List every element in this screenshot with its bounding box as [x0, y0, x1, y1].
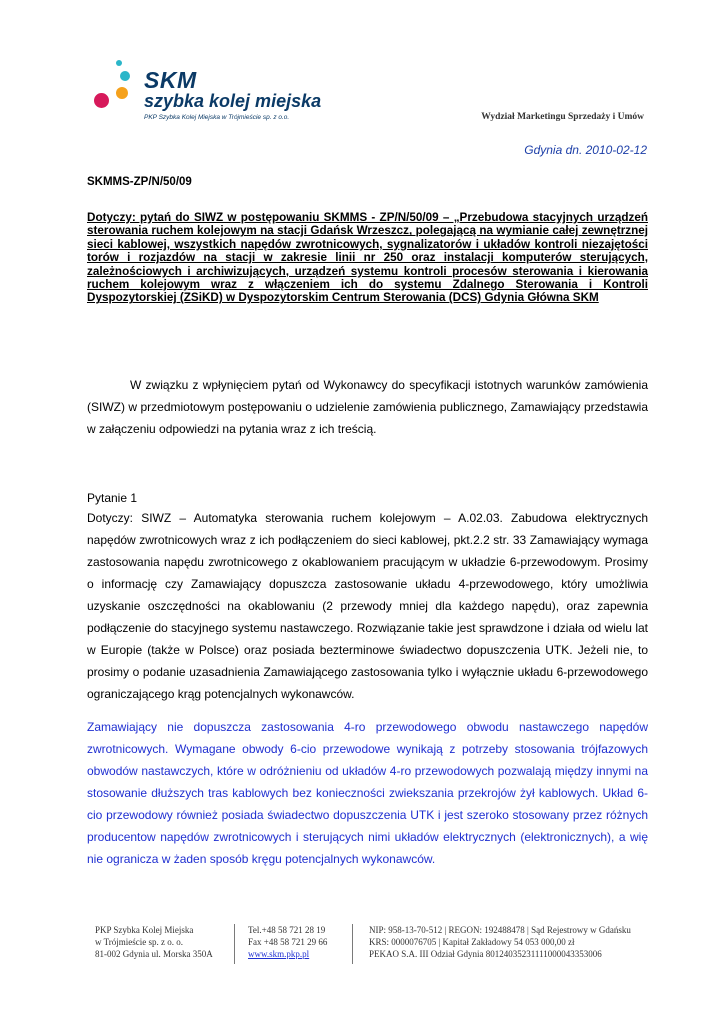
footer-registry-line: KRS: 0000076705 | Kapitał Zakładowy 54 053 000,00 zł: [369, 937, 575, 947]
page-footer: [0, 924, 724, 974]
question-body: Dotyczy: SIWZ – Automatyka sterowania ruchem kolejowym – A.02.03. Zabudowa elektrycznych napędów zwrotnicowych wraz z ich podłączeniem do sieci kablowej, pkt.2.2 str. 33 Zamawiający wymaga zastosowania napędu zwrotnicowego z okablowaniem pracującym w układzie 6-przewodowym. Prosimy o informację czy Zamawiający dopuszcza zastosowanie układu 4-przewodowego, który umożliwia uzyskanie oszczędności na okablowaniu (2 przewody mniej dla każdego napędu), oraz zapewnia podłączenie do stacyjnego systemu nastawczego. Rozwiązanie takie jest sprawdzone i działa od wielu lat w Europie (także w Polsce) oraz posiada bezterminowe świadectwo dopuszczenia UTK. Jeżeli nie, to prosimy o podanie uzasadnienia Zamawiającego zastosowania tylko i wyłącznie układu 6-przewodowego ograniczającego krąg potencjalnych wykonawców.: [87, 511, 648, 701]
reference-number: SKMMS-ZP/N/50/09: [87, 176, 192, 188]
letter-subject: Dotyczy: pytań do SIWZ w postępowaniu SKMMS - ZP/N/50/09 – „Przebudowa stacyjnych urządzeń sterowania ruchem kolejowym na stacji Gdańsk Wrzeszcz, polegającą na wymianie całej zewnętrznej sieci kablowej, wszystkich napędów zwrotnicowych, sygnalizatorów i układów kontroli niezajętości torów i rozjazdów na stacji w zakresie linii nr 250 oraz instalacji komputerów sterujących, zależnościowych i archiwizujących, urządzeń systemu kontroli procesów sterowania i kierowania ruchem kolejowym wraz z włączeniem ich do systemu Zdalnego Sterowania i Kontroli Dyspozytorskiej (ZSiKD) w Dyspozytorskim Centrum Sterowania (DCS) Gdynia Główna SKM: [87, 211, 648, 305]
question-title: Pytanie 1: [87, 491, 138, 505]
logo-brand: SKM: [144, 67, 197, 93]
footer-company-line: w Trójmieście sp. z o. o.: [95, 937, 184, 947]
footer-company-line: PKP Szybka Kolej Miejska: [95, 925, 194, 935]
logo-name: szybka kolej miejska: [144, 91, 322, 111]
footer-registry: [369, 924, 631, 960]
footer-registry-line: NIP: 958-13-70-512 | REGON: 192488478 | Sąd Rejestrowy w Gdańsku: [369, 925, 631, 935]
letter-date: Gdynia dn. 2010-02-12: [524, 143, 647, 157]
department-name: Wydział Marketingu Sprzedaży i Umów: [481, 112, 644, 122]
company-logo: [90, 56, 360, 126]
footer-company-line: 81-002 Gdynia ul. Morska 350A: [95, 949, 213, 959]
logo-dot-orange: [116, 87, 128, 99]
footer-phone: Tel.+48 58 721 28 19: [248, 925, 326, 935]
footer-company: [95, 924, 213, 960]
logo-dot-magenta: [94, 93, 109, 108]
logo-dot-cyan: [120, 71, 130, 81]
logo-dot-small: [116, 60, 122, 66]
answer-paragraph: Zamawiający nie dopuszcza zastosowania 4-ro przewodowego obwodu nastawczego napędów zwrotnicowych. Wymagane obwody 6-cio przewodowe wynikają z potrzeby stosowania trójfazowych obwodów nastawczych, które w odróżnieniu od układów 4-ro przewodowych pozwalają między innymi na stosowanie dłuższych tras kablowych bez konieczności zwiekszania przekrojów żył kablowych. Układ 6-cio przewodowy również posiada świadectwo dopuszczenia UTK i jest szeroko stosowany przez różnych producentow napędów zwrotnicowych i sterujących nimi układów elektrycznych (elektronicznych), a wię nie ogranicza w żaden sposób kręgu potencjalnych wykonawców.: [87, 720, 648, 866]
footer-contact: [248, 924, 327, 960]
footer-registry-line: PEKAO S.A. III Odział Gdynia 80124035231111000043353006: [369, 949, 602, 959]
intro-paragraph: W związku z wpłynięciem pytań od Wykonawcy do specyfikacji istotnych warunków zamówienia (SIWZ) w przedmiotowym postępowaniu o udzielenie zamówienia publicznego, Zamawiający przedstawia w załączeniu odpowiedzi na pytania wraz z ich treścią.: [87, 378, 648, 436]
logo-subtitle: PKP Szybka Kolej Miejska w Trójmieście sp. z o.o.: [144, 114, 290, 121]
footer-fax: Fax +48 58 721 29 66: [248, 937, 328, 947]
footer-divider: [352, 924, 353, 964]
footer-website-link[interactable]: www.skm.pkp.pl: [248, 949, 310, 959]
footer-divider: [234, 924, 235, 964]
